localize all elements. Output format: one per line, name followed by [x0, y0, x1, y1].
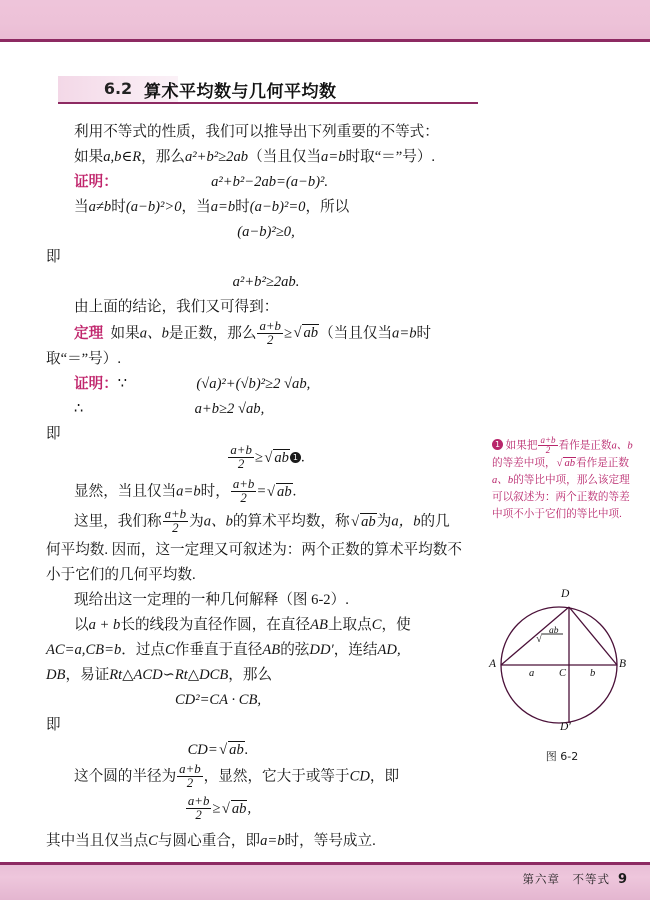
figure-label-D-prime: D′ — [560, 721, 571, 733]
math-relation: ≥ — [283, 325, 292, 342]
paragraph-from-above: 由上面的结论，我们又可得到： — [74, 299, 279, 315]
math-c3-v1: DB — [46, 667, 66, 684]
fraction-obvious — [231, 478, 257, 505]
section-title: 算术平均数与几何平均数 — [144, 82, 337, 102]
note-t5: 看 — [576, 458, 587, 470]
text-define-p1: 这里，我们称 — [74, 513, 162, 530]
label-ji-2: 即 — [46, 426, 61, 443]
radical-obvious: √ ab — [267, 483, 292, 500]
fraction-denominator: 2 — [240, 491, 247, 506]
paragraph-theorem-cont — [46, 347, 486, 372]
radicand: ab — [361, 513, 376, 530]
footer-page-number: 9 — [617, 872, 628, 887]
fraction-numerator: a+b — [164, 507, 187, 522]
math-proof-eq-4: a+b≥2 √ab, — [194, 401, 265, 418]
math-c3-v2: Rt△ACD∽Rt△DCB — [109, 667, 229, 684]
segment-AD — [501, 607, 569, 665]
text-c2-p3: 的弦 — [280, 642, 310, 659]
radicand: ab — [274, 449, 289, 466]
radicand: ab — [564, 458, 576, 470]
math-theorem-vars: a、b — [139, 325, 169, 342]
text-c1-p3: 上取点 — [327, 617, 372, 634]
radical-final: √ ab — [221, 800, 247, 817]
text-tail: （当且仅当 — [248, 149, 322, 165]
note-t7: 的等比中项， — [513, 475, 577, 487]
text-c2-p1: ．过点 — [121, 642, 166, 659]
text-c3-p2: ，那么 — [228, 667, 273, 684]
paragraph-obvious — [46, 478, 486, 508]
math-c1-v2: AB — [310, 617, 328, 634]
text-final-p3: 时，等号成立. — [284, 833, 376, 850]
paragraph-construct-2 — [46, 638, 486, 663]
text-theorem-d: 时 — [416, 325, 432, 342]
text-p1: 当 — [74, 199, 89, 215]
fraction-denominator: 2 — [195, 808, 202, 823]
note-vars2: a、b — [492, 475, 514, 487]
paragraph-proof-4 — [46, 397, 486, 422]
because-symbol: ∵ — [117, 376, 128, 393]
label-ji: 即 — [46, 249, 61, 265]
footnote-marker-icon: 1 — [290, 452, 301, 463]
section-underline — [58, 102, 478, 104]
radical-note: √ ab — [556, 458, 576, 470]
top-decorative-banner — [0, 0, 650, 42]
text-c1-p4: ，使 — [381, 617, 411, 634]
equation-proof-2 — [46, 220, 486, 245]
text-theorem-b: 是正数，那么 — [168, 325, 257, 342]
text-final-p1: 其中当且仅当点 — [46, 833, 149, 850]
circle-diagram-svg — [487, 588, 637, 743]
proof-label: 证明： — [74, 174, 118, 190]
paragraph-if-ab-real — [46, 145, 486, 170]
text-p2: 时 — [111, 199, 126, 215]
text-comma: , — [247, 800, 252, 817]
math-theorem-cond: a=b — [392, 325, 417, 342]
fraction-numerator: a+b — [187, 794, 210, 809]
bottom-decorative-banner — [0, 862, 650, 900]
fraction-note — [538, 436, 557, 455]
line-ji-1 — [46, 245, 486, 270]
fraction-theorem — [257, 320, 283, 347]
math-equals: = — [257, 483, 266, 500]
paragraph-define-2: 何平均数. 因而，这一定理又可叙述为：两个正数的算术平均数不 — [46, 542, 462, 559]
therefore-symbol: ∴ — [74, 401, 84, 418]
text-p5: ，所以 — [305, 199, 350, 215]
paragraph-final — [46, 829, 486, 854]
theorem-label: 定理 — [74, 325, 104, 342]
fraction-numerator: a+b — [259, 319, 281, 333]
figure-6-2 — [487, 588, 637, 743]
figure-label-b: b — [590, 668, 596, 679]
note-t6: 作是正数 — [586, 458, 629, 470]
proof-label-2: 证明： — [74, 376, 118, 393]
figure-label-B: B — [619, 658, 627, 670]
footer-chapter: 第六章 不等式 — [522, 872, 610, 886]
text-c2-p4: ，连结 — [333, 642, 378, 659]
math-v3: a=b — [210, 199, 236, 215]
text-define-p4: 为 — [376, 513, 392, 530]
radical-key: √ ab — [264, 449, 289, 466]
footnote-marker-icon: 1 — [492, 439, 503, 450]
math-cd-eq-2: CD=√ ab. — [187, 742, 249, 759]
paragraph-construct-3 — [46, 663, 486, 688]
math-result-eq-1: a²+b²≥2ab. — [232, 274, 300, 290]
fraction-denominator: 2 — [237, 457, 245, 472]
math-cd-eq-1: CD²=CA · CB, — [174, 692, 262, 709]
note-t4: 的等差中项， — [492, 458, 556, 470]
math-c2-v2: C — [165, 642, 175, 659]
radicand: ab — [277, 483, 292, 500]
fraction-radius — [177, 763, 203, 790]
line-ji-3 — [46, 713, 486, 738]
paragraph-proof-1 — [46, 170, 486, 195]
text-p3: ，当 — [181, 199, 211, 215]
text-obvious-p2: 时， — [200, 483, 230, 500]
text-p4: 时 — [235, 199, 250, 215]
text-tail2: 时取“＝”号）. — [345, 149, 436, 165]
note-t3: 数 — [600, 440, 612, 452]
text-define-p3: 的算术平均数，称 — [232, 513, 350, 530]
equation-key-inequality — [46, 444, 486, 478]
math-final-v2: a=b — [260, 833, 285, 850]
text-c3-p1: ，易证 — [65, 667, 110, 684]
math-define-vars2: a，b — [391, 513, 421, 530]
math-define-vars: a、b — [203, 513, 233, 530]
text-c1-p2: 长的线段为直径作圆，在直径 — [120, 617, 311, 634]
paragraph-proof-3 — [46, 372, 486, 397]
text-theorem-c: （当且仅当 — [319, 325, 393, 342]
text-radius-p1: 这个圆的半径为 — [74, 768, 177, 785]
math-relation: ≥ — [212, 800, 221, 817]
margin-footnote — [492, 436, 638, 523]
text-radius-p2: ，显然，它大于或等于 — [203, 768, 350, 785]
math-proof-eq-2: (a−b)²≥0, — [237, 224, 295, 240]
fraction-numerator: a+b — [232, 477, 255, 492]
paragraph-theorem — [46, 320, 486, 347]
paragraph-proof-2 — [46, 195, 486, 220]
text-period: . — [300, 449, 305, 466]
radical-theorem: √ ab — [293, 325, 319, 342]
text-theorem-a: 如果 — [110, 325, 140, 342]
paragraph-define-1 — [46, 508, 486, 538]
math-c2-v5: AD, — [377, 642, 401, 659]
fraction-numerator: a+b — [540, 435, 556, 445]
note-t2: 看作是正 — [558, 440, 601, 452]
paragraph-radius — [46, 763, 486, 795]
math-proof-eq-1: a²+b²−2ab=(a−b)². — [211, 174, 329, 190]
figure-caption: 图 6-2 — [545, 750, 579, 763]
paragraph-construct-1 — [46, 613, 486, 638]
math-radius-v1: CD — [349, 768, 370, 785]
radical-sign-figure: √ — [536, 633, 543, 645]
fraction-final — [186, 795, 212, 822]
math-condition: a=b — [321, 149, 346, 165]
note-t10: 等比中项. — [576, 509, 622, 521]
radical-define: √ ab — [351, 513, 376, 530]
radicand: ab — [303, 325, 319, 342]
fraction-numerator: a+b — [230, 443, 252, 458]
fraction-denominator: 2 — [186, 776, 194, 791]
equation-cd-2 — [46, 738, 486, 763]
text-mid: ，那么 — [141, 149, 185, 165]
fraction-numerator: a+b — [179, 762, 201, 777]
equation-cd-1 — [46, 688, 486, 713]
text-final-p2: 与圆心重合，即 — [157, 833, 261, 850]
math-inequality: a²+b²≥2ab — [184, 149, 249, 165]
figure-label-C: C — [559, 668, 567, 679]
text-obvious-p3: . — [292, 483, 297, 500]
note-vars: a、b — [611, 440, 633, 452]
math-c2-v3: AB — [262, 642, 281, 659]
fraction-key — [228, 444, 254, 471]
fraction-denominator: 2 — [267, 333, 274, 348]
math-obvious-v1: a=b — [176, 483, 201, 500]
note-t9: 正数的等差中项不小于它们的 — [492, 492, 630, 521]
math-c1-v1: a + b — [88, 617, 121, 634]
section-header — [58, 76, 478, 106]
footer — [522, 871, 628, 887]
figure-label-A: A — [489, 658, 497, 670]
math-c2-v1: AC=a,CB=b — [46, 642, 122, 659]
equation-result-1 — [46, 270, 486, 295]
note-t1: 如果把 — [505, 440, 538, 452]
math-proof-eq-3: (√a)²+(√b)²≥2 √ab, — [196, 376, 311, 393]
note-t8: 那么该定理可以叙述为：两个 — [492, 475, 630, 504]
figure-label-D: D — [561, 588, 570, 600]
label-ji-3: 即 — [46, 717, 61, 734]
text-c2-p2: 作垂直于直径 — [174, 642, 263, 659]
math-c1-v3: C — [371, 617, 382, 634]
figure-label-sqrt-ab: ab — [549, 626, 559, 636]
figure-label-a: a — [529, 668, 535, 679]
text-obvious-p1: 显然，当且仅当 — [74, 483, 177, 500]
section-number: 6.2 — [103, 79, 133, 98]
text-theorem-e: 取“＝”号）. — [46, 351, 121, 368]
paragraph-intro: 利用不等式的性质，我们可以推导出下列重要的不等式： — [74, 124, 439, 140]
text-lead: 如果 — [74, 149, 104, 165]
math-v1: a≠b — [88, 199, 112, 215]
fraction-denominator: 2 — [545, 445, 551, 456]
math-relation: ≥ — [254, 449, 263, 466]
main-text-column — [46, 120, 486, 854]
text-define-p2: 为 — [189, 513, 204, 530]
math-vars: a,b∈R — [103, 149, 142, 165]
paragraph-geom-intro: 现给出这一定理的一种几何解释（图 6-2）. — [74, 592, 349, 609]
paragraph-define-3: 小于它们的几何平均数. — [46, 567, 196, 584]
math-c2-v4: DD′ — [309, 642, 334, 659]
fraction-define — [163, 508, 189, 535]
fraction-denominator: 2 — [172, 521, 179, 536]
math-final-v1: C — [148, 833, 158, 850]
math-v4: (a−b)²=0 — [249, 199, 306, 215]
text-c1-p1: 以 — [74, 617, 89, 634]
radicand: ab — [231, 800, 247, 817]
text-define-p5: 的几 — [420, 513, 450, 530]
line-ji-2 — [46, 422, 486, 444]
math-v2: (a−b)²>0 — [125, 199, 182, 215]
equation-final-inequality — [46, 795, 486, 829]
text-radius-p3: ，即 — [369, 768, 400, 785]
